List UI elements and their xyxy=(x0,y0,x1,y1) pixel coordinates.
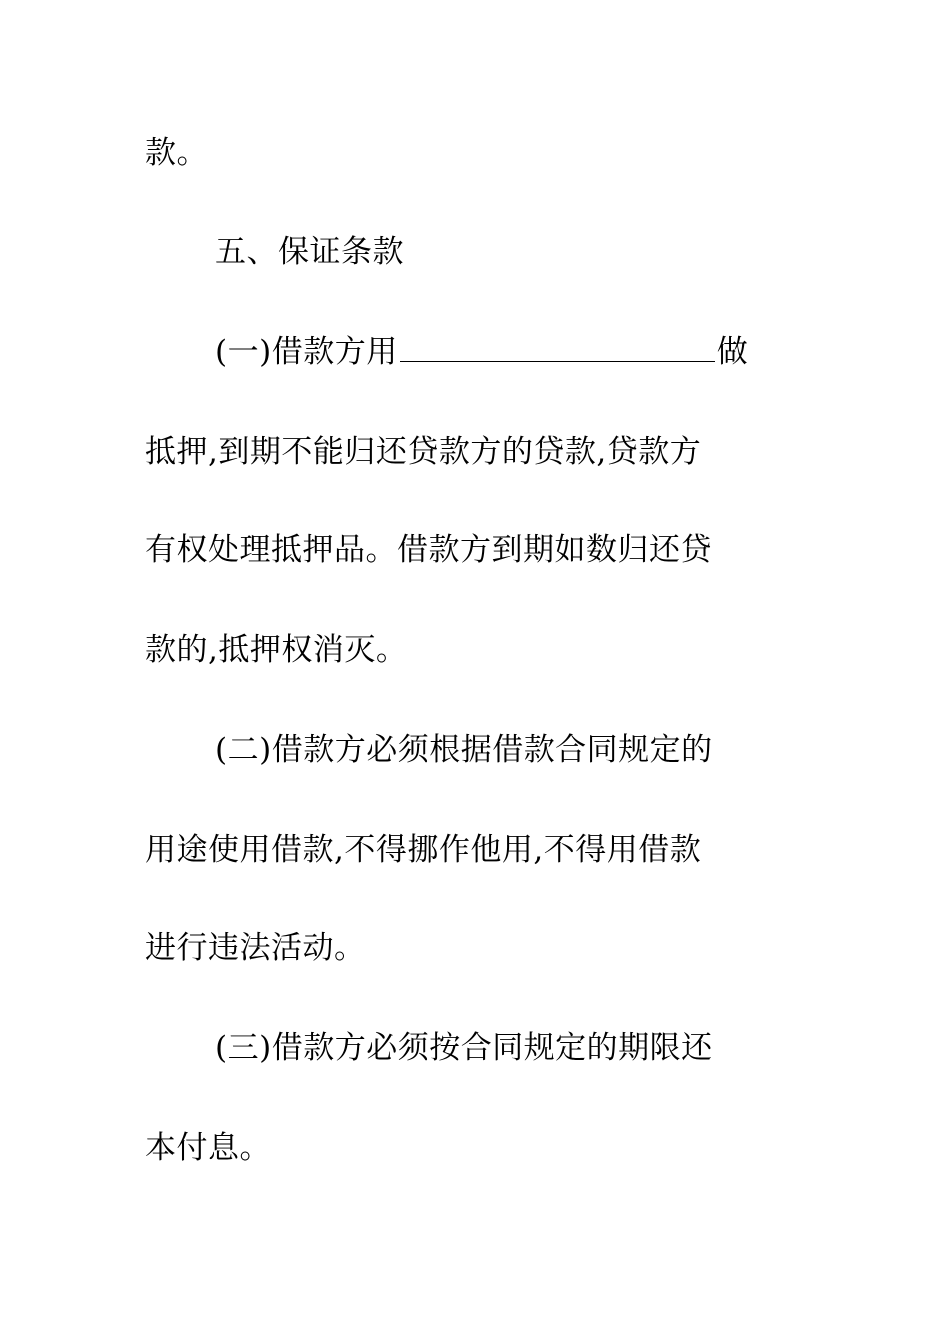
text-line: 本付息。 xyxy=(145,1130,271,1166)
text-line: 有权处理抵押品。借款方到期如数归还贷 xyxy=(145,532,712,568)
clause-text: 做 xyxy=(716,334,749,370)
clause-line xyxy=(215,332,855,372)
clause-line: (二)借款方必须根据借款合同规定的 xyxy=(215,732,713,768)
clause-line: (三)借款方必须按合同规定的期限还 xyxy=(215,1030,713,1066)
text-line: 款。 xyxy=(145,135,208,171)
text-line: 款的,抵押权消灭。 xyxy=(145,632,408,668)
fill-in-blank[interactable] xyxy=(400,333,715,362)
section-heading: 五、保证条款 xyxy=(215,234,404,270)
text-line: 进行违法活动。 xyxy=(145,930,366,966)
text-line: 用途使用借款,不得挪作他用,不得用借款 xyxy=(145,832,702,868)
clause-text: (一)借款方用 xyxy=(215,334,398,370)
text-line: 抵押,到期不能归还贷款方的贷款,贷款方 xyxy=(145,434,702,470)
